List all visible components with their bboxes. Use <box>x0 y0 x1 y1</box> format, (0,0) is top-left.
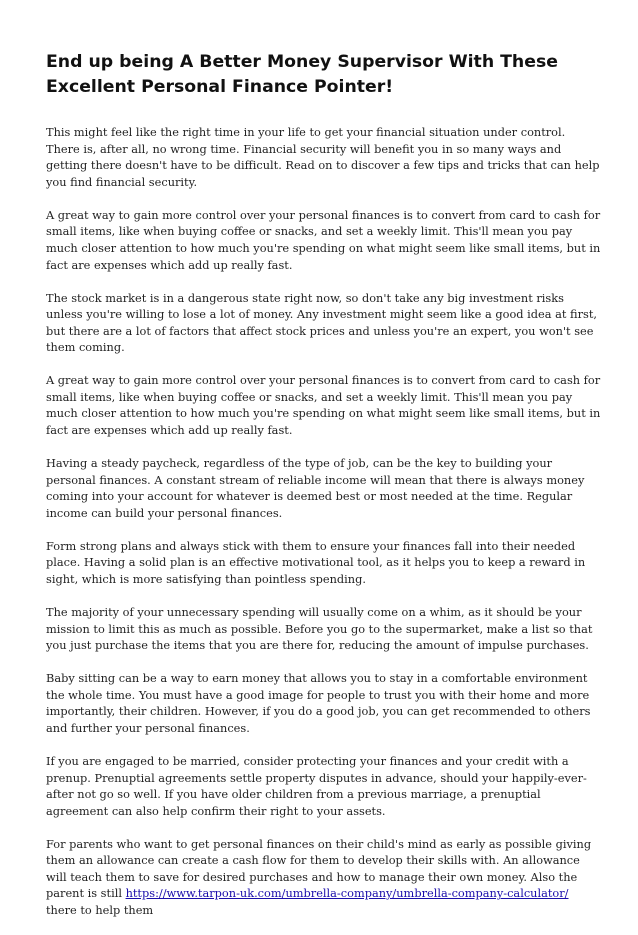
paragraph-4: A great way to gain more control over your personal finances is to convert from card to cash for small items, like when buying coffee or snacks, and set a weekly limit. This'll mean you pay much closer attention to how much you're spending on what might seem like small items, but in fact are expenses which add up really fast. <box>46 373 601 438</box>
paragraph-8: Baby sitting can be a way to earn money that allows you to stay in a comfortable environment the whole time. You must have a good image for people to trust you with their home and more importantly, their children. However, if you do a good job, you can get recommended to others and further your personal finances. <box>46 671 591 735</box>
paragraph-5: Having a steady paycheck, regardless of the type of job, can be the key to building your personal finances. A constant stream of reliable income will mean that there is always money coming into your account for whatever is deemed best or most needed at the time. Regular income can build your personal finances. <box>46 456 585 520</box>
document-page <box>46 50 602 935</box>
paragraph-7: The majority of your unnecessary spending will usually come on a whim, as it should be your mission to limit this as much as possible. Before you go to the supermarket, make a list so that you just purchase the items that you are there for, reducing the amount of impulse purchases. <box>46 605 593 653</box>
document-title: End up being A Better Money Supervisor With These Excellent Personal Finance Pointer! <box>46 52 558 97</box>
paragraph-1: This might feel like the right time in your life to get your financial situation under control. There is, after all, no wrong time. Financial security will benefit you in so many ways and getting there doesn't have to be difficult. Read on to discover a few tips and tricks that can help you find financial security. <box>46 125 600 189</box>
paragraph-9: If you are engaged to be married, consider protecting your finances and your credit with a prenup. Prenuptial agreements settle property disputes in advance, should your happily-ever-after not go so well. If you have older children from a previous marriage, a prenuptial agreement can also help confirm their right to your assets. <box>46 753 587 818</box>
paragraph-2: A great way to gain more control over your personal finances is to convert from card to cash for small items, like when buying coffee or snacks, and set a weekly limit. This'll mean you pay much closer attention to how much you're spending on what might seem like small items, but in fact are expenses which add up really fast. <box>46 207 601 272</box>
paragraph-6: Form strong plans and always stick with them to ensure your finances fall into their needed place. Having a solid plan is an effective motivational tool, as it helps you to keep a reward in sight, which is more satisfying than pointless spending. <box>46 538 586 587</box>
paragraph-10-text-before-link: For parents who want to get personal finances on their child's mind as early as possible giving them an allowance can create a cash flow for them to develop their skills with. An allowance will teach them to save for desired purchases and how to manage their own money. Also the parent is still <box>46 836 592 901</box>
paragraph-3: The stock market is in a dangerous state right now, so don't take any big investment risks unless you're willing to lose a lot of money. Any investment might seem like a good idea at first, but there are a lot of factors that affect stock prices and unless you're an expert, you won't see them coming. <box>46 290 598 355</box>
paragraph-10 <box>46 836 602 919</box>
calculator-link[interactable]: https://www.tarpon-uk.com/umbrella-company/umbrella-company-calculator/ <box>125 886 569 901</box>
paragraph-10-text-after-link: there to help them <box>46 903 154 918</box>
